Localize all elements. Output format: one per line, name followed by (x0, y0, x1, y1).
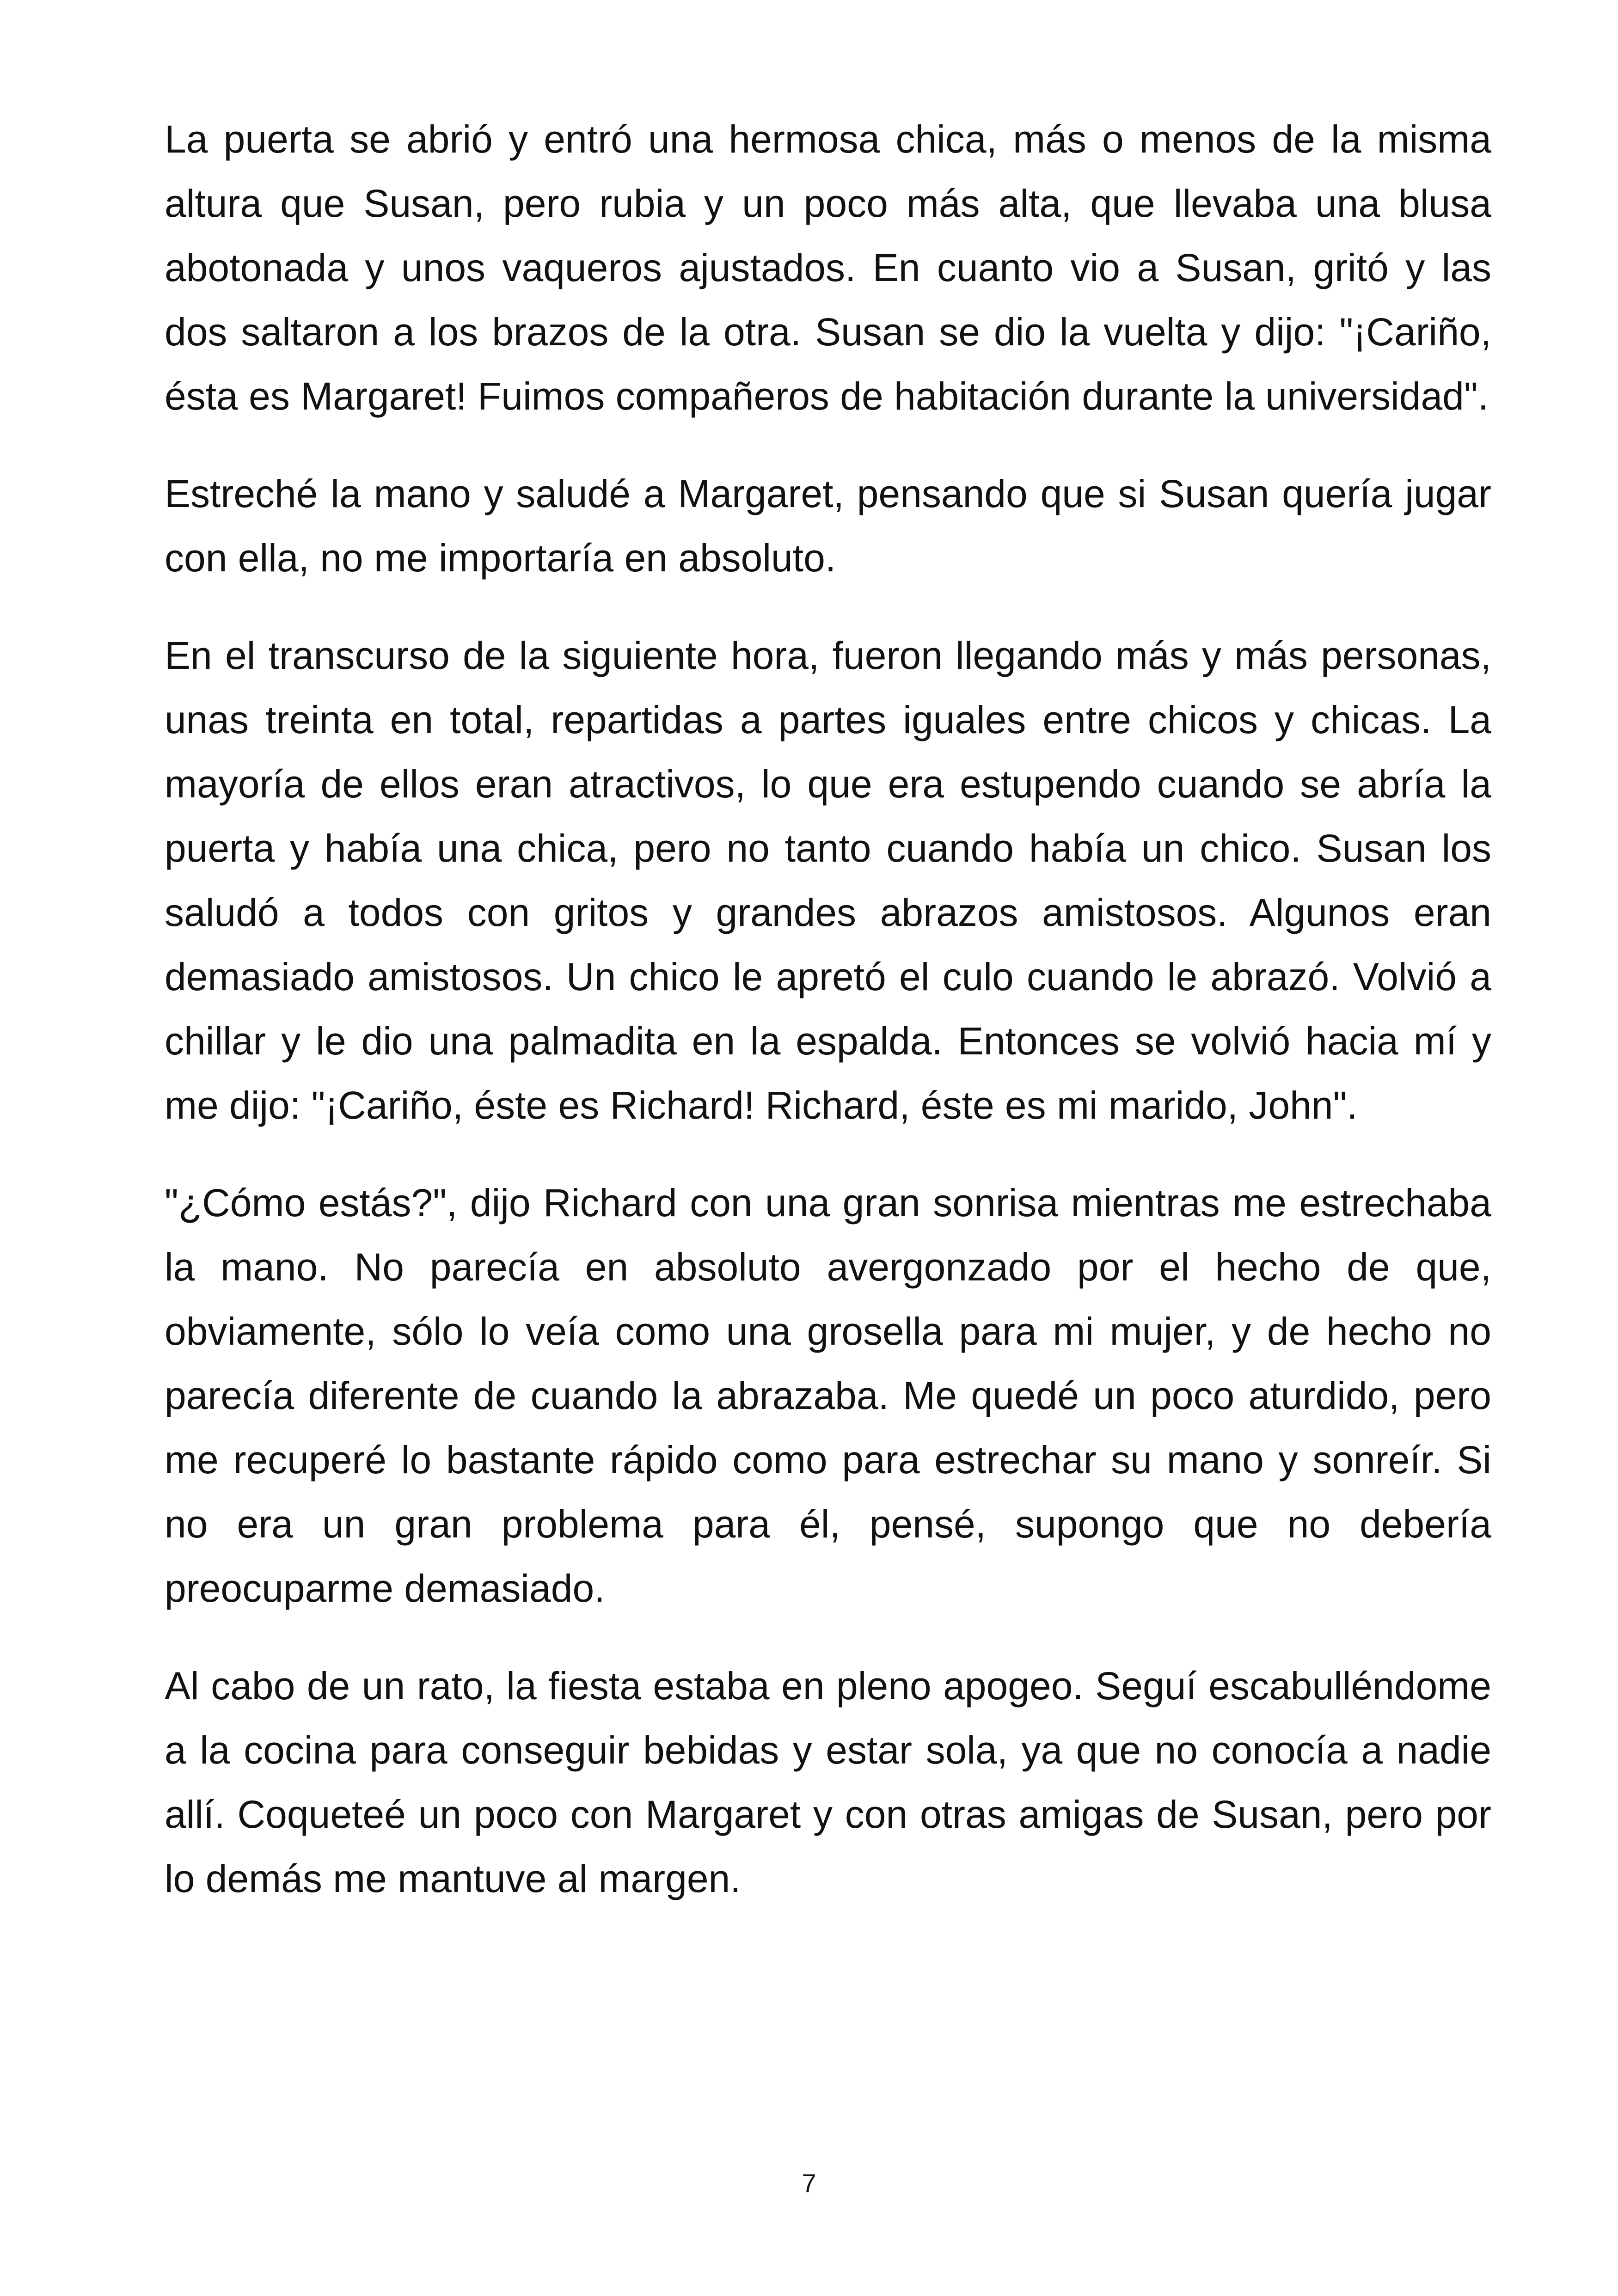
paragraph-4: "¿Cómo estás?", dijo Richard con una gran sonrisa mientras me estrechaba la mano. No parecía en absoluto avergonzado por el hecho de que, obviamente, sólo lo veía como una grosella para mi mujer, y de hecho no parecía diferente de cuando la abrazaba. Me quedé un poco aturdido, pero me recuperé lo bastante rápido como para estrechar su mano y sonreír. Si no era un gran problema para él, pensé, supongo que no debería preocuparme demasiado. (165, 1181, 1491, 1610)
page-number: 7 (802, 2168, 816, 2198)
paragraph-2: Estreché la mano y saludé a Margaret, pensando que si Susan quería jugar con ella, no me importaría en absoluto. (165, 472, 1491, 580)
paragraph-5: Al cabo de un rato, la fiesta estaba en pleno apogeo. Seguí escabulléndome a la cocina para conseguir bebidas y estar sola, ya que no conocía a nadie allí. Coqueteé un poco con Margaret y con otras amigas de Susan, pero por lo demás me mantuve al margen. (165, 1664, 1491, 1900)
paragraph-1: La puerta se abrió y entró una hermosa chica, más o menos de la misma altura que Susan, pero rubia y un poco más alta, que llevaba una blusa abotonada y unos vaqueros ajustados. En cuanto vio a Susan, gritó y las dos saltaron a los brazos de la otra. Susan se dio la vuelta y dijo: "¡Cariño, ésta es Margaret! Fuimos compañeros de habitación durante la universidad". (165, 117, 1491, 418)
body-text (165, 107, 1491, 1944)
paragraph-3: En el transcurso de la siguiente hora, fueron llegando más y más personas, unas treinta en total, repartidas a partes iguales entre chicos y chicas. La mayoría de ellos eran atractivos, lo que era estupendo cuando se abría la puerta y había una chica, pero no tanto cuando había un chico. Susan los saludó a todos con gritos y grandes abrazos amistosos. Algunos eran demasiado amistosos. Un chico le apretó el culo cuando le abrazó. Volvió a chillar y le dio una palmadita en la espalda. Entonces se volvió hacia mí y me dijo: "¡Cariño, éste es Richard! Richard, éste es mi marido, John". (165, 634, 1491, 1127)
